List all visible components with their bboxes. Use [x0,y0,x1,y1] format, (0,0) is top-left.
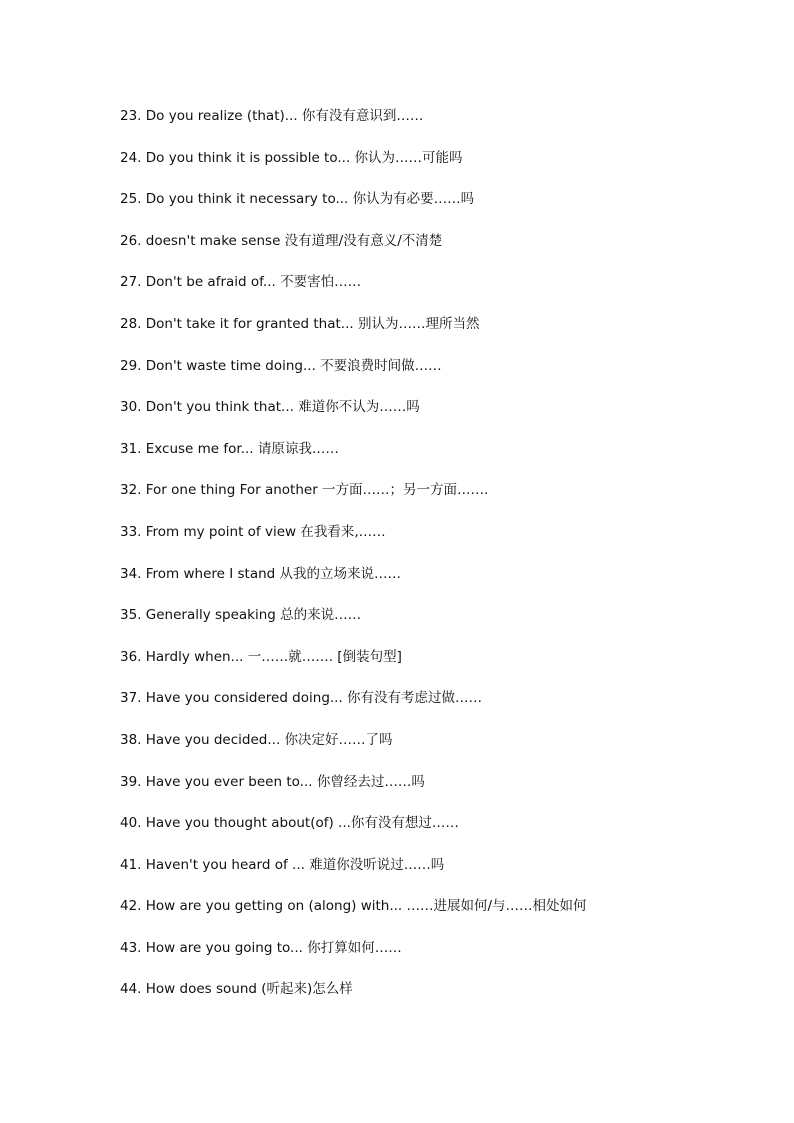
phrase-line: 27. Don't be afraid of... 不要害怕…… [120,274,362,291]
phrase-line: 43. How are you going to... 你打算如何…… [120,939,402,956]
phrase-line: 34. From where I stand 从我的立场来说…… [120,565,402,582]
phrase-line: 40. Have you thought about(of) ...你有没有想过…… [120,815,459,832]
phrase-line: 29. Don't waste time doing... 不要浪费时间做…… [120,357,442,374]
phrase-line: 36. Hardly when... 一……就……. [倒装句型] [120,648,402,665]
phrase-line: 23. Do you realize (that)... 你有没有意识到…… [120,108,424,124]
phrase-line: 31. Excuse me for... 请原谅我…… [120,440,339,457]
phrase-line: 28. Don't take it for granted that... 别认为……理所当然 [120,315,480,332]
phrase-line: 37. Have you considered doing... 你有没有考虑过做…… [120,690,483,707]
phrase-line: 38. Have you decided... 你决定好……了吗 [120,731,393,748]
phrase-list [120,106,760,1021]
phrase-line: 25. Do you think it necessary to... 你认为有必要……吗 [120,191,475,208]
phrase-line: 24. Do you think it is possible to... 你认为……可能吗 [120,149,463,166]
phrase-line: 41. Haven't you heard of ... 难道你没听说过……吗 [120,856,445,873]
phrase-line: 33. From my point of view 在我看来,…… [120,523,386,540]
phrase-line: 26. doesn't make sense 没有道理/没有意义/不清楚 [120,232,443,249]
phrase-line: 39. Have you ever been to... 你曾经去过……吗 [120,773,425,790]
phrase-line: 44. How does sound (听起来)怎么样 [120,981,353,998]
phrase-line: 42. How are you getting on (along) with... ……进展如何/与……相处如何 [120,898,587,915]
phrase-line: 35. Generally speaking 总的来说…… [120,607,362,624]
phrase-line: 32. For one thing For another 一方面……；另一方面……. [120,482,489,499]
phrase-line: 30. Don't you think that... 难道你不认为……吗 [120,399,420,416]
